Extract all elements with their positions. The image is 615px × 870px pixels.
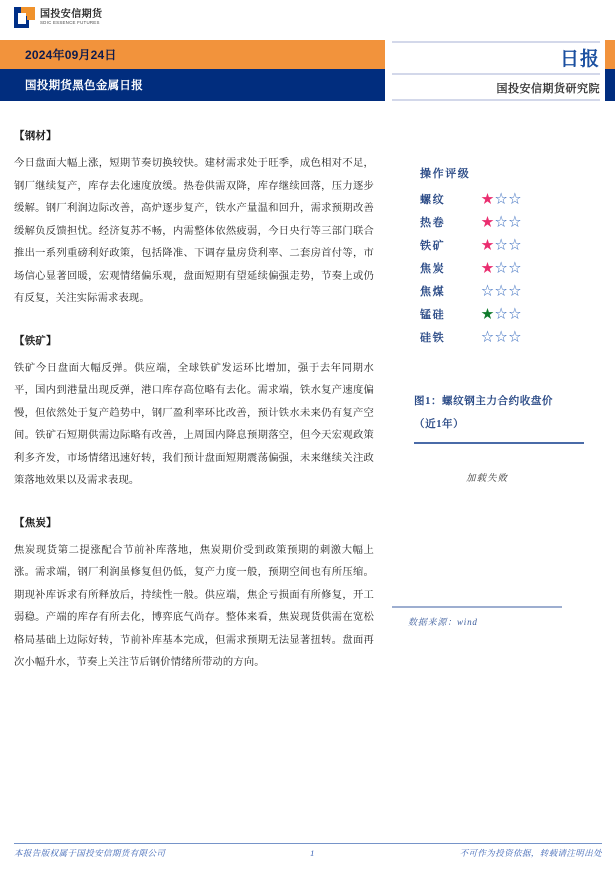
page-footer (14, 847, 602, 859)
rating-commodity-name: 热卷 (420, 217, 446, 229)
rating-row (420, 306, 522, 329)
figure-source-divider (392, 606, 562, 608)
star-filled-icon: ★ (481, 306, 495, 321)
star-empty-icon: ☆ (508, 214, 523, 229)
header-divider-middle (392, 73, 600, 75)
institute-label: 国投安信期货研究院 (496, 83, 600, 95)
star-filled-icon: ★ (481, 214, 495, 229)
section-heading: 【焦炭】 (14, 516, 57, 529)
rating-stars (481, 260, 522, 283)
footer-divider (14, 843, 602, 844)
rating-row (420, 214, 522, 237)
star-empty-icon: ☆ (508, 260, 523, 275)
star-empty-icon: ☆ (508, 306, 523, 321)
star-empty-icon: ☆ (508, 329, 523, 344)
star-empty-icon: ☆ (508, 191, 523, 206)
logo-bar (0, 0, 615, 38)
logo-name-en: SDIC ESSENCE FUTURES (40, 19, 100, 25)
section-text: 今日盘面大幅上涨，短期节奏切换较快。建材需求处于旺季，成色相对不足，钢厂继续复产，库存去化速度放缓。热卷供需双降，库存继续回落，压力逐步缓解。钢厂利润边际改善，高炉逐步复产，铁水产量温和回升，需求预期改善缓解负反馈担忧。经济复苏不畅，内需整体依然疲弱，今日央行等三部门联合推出一系列重磅利好政策，包括降准、下调存量房贷利率、二套房首付等，市场信心显著回暖，宏观情绪偏乐观，盘面短期有望延续偏强走势，节奏上或仍有反复，关注实际需求表现。 (14, 158, 374, 304)
star-empty-icon: ☆ (494, 260, 509, 275)
section-heading: 【钢材】 (14, 130, 57, 142)
rating-stars (481, 283, 522, 306)
star-empty-icon: ☆ (481, 329, 495, 344)
rating-stars (481, 214, 522, 237)
rating-row (420, 191, 522, 214)
star-empty-icon: ☆ (508, 237, 523, 252)
footer-disclaimer: 不可作为投资依据，转载请注明出处 (459, 848, 602, 858)
rating-stars (481, 237, 522, 260)
report-type-label: 日报 (559, 49, 600, 70)
rating-stars (481, 329, 522, 352)
footer-page-number: 1 (310, 848, 315, 858)
star-empty-icon: ☆ (494, 306, 509, 321)
star-empty-icon: ☆ (494, 237, 509, 252)
star-empty-icon: ☆ (481, 283, 495, 298)
rating-stars (481, 306, 522, 329)
rating-row (420, 237, 522, 260)
star-empty-icon: ☆ (494, 283, 509, 298)
section-text: 焦炭现货第二提涨配合节前补库落地，焦炭期价受到政策预期的刺激大幅上涨。需求端，钢厂利润虽修复但仍低，复产力度一般，预期空间也有所压缩。期现补库诉求有所释放后，持续性一般。供应端，焦企亏损面有所修复，开工弱稳。产端的库存有所去化，博弈底气尚存。整体来看，焦炭现货供需在宽松格局基础上边际好转，节前补库基本完成，但需求预期无法显著扭转。盘面再次小幅升水，节奏上关注节后钢价情绪所带动的方向。 (14, 544, 374, 668)
footer-copyright: 本报告版权属于国投安信期货有限公司 (14, 848, 166, 858)
star-filled-icon: ★ (481, 191, 495, 206)
star-empty-icon: ☆ (494, 214, 509, 229)
logo-name-cn: 国投安信期货 (40, 8, 103, 20)
company-logo (14, 7, 102, 28)
logo-wordmark (40, 10, 102, 25)
rating-table (420, 191, 522, 352)
report-date: 2024年09月24日 (25, 48, 117, 62)
section-text: 铁矿今日盘面大幅反弹。供应端，全球铁矿发运环比增加，强于去年同期水平，国内到港量出现反弹，港口库存高位略有去化。需求端，铁水复产速度偏慢，但依然处于复产趋势中，钢厂盈利率环比改善，预计铁水未来仍有复产空间。铁矿石短期供需边际略有改善，上周国内降息预期落空，但今天宏观政策利多齐发，市场情绪迅速好转，我们预计盘面短期震荡偏强，未来继续关注政策落地效果以及需求表现。 (14, 362, 374, 486)
star-filled-icon: ★ (481, 260, 495, 275)
section-steel (14, 128, 374, 311)
header-divider-bottom (392, 99, 600, 101)
rating-commodity-name: 螺纹 (420, 194, 446, 206)
rating-commodity-name: 焦煤 (420, 286, 446, 298)
section-coke (14, 515, 374, 675)
banner-orange-bar-right (605, 40, 615, 69)
rating-commodity-name: 铁矿 (420, 240, 446, 252)
rating-commodity-name: 硅铁 (420, 332, 446, 344)
star-empty-icon: ☆ (508, 283, 523, 298)
figure-title-divider (414, 442, 584, 444)
banner-blue-bar-right (605, 69, 615, 101)
rating-row (420, 329, 522, 352)
section-heading: 【铁矿】 (14, 334, 57, 347)
sidebar-panel (392, 165, 600, 484)
figure-title (414, 390, 586, 436)
header-divider-top (392, 41, 600, 43)
rating-row (420, 260, 522, 283)
star-empty-icon: ☆ (494, 191, 509, 206)
figure-title-line2: （近1年） (414, 419, 465, 430)
rating-row (420, 283, 522, 306)
report-title: 国投期货黑色金属日报 (25, 80, 143, 92)
rating-commodity-name: 焦炭 (420, 263, 446, 275)
rating-commodity-name: 锰硅 (420, 309, 446, 321)
star-empty-icon: ☆ (494, 329, 509, 344)
rating-stars (481, 191, 522, 214)
sdic-logo-icon (14, 7, 35, 28)
rating-table-body (420, 191, 522, 352)
section-iron-ore (14, 333, 374, 493)
star-filled-icon: ★ (481, 237, 495, 252)
report-body (14, 128, 374, 697)
figure-title-line1: 图1：螺纹钢主力合约收盘价 (414, 396, 554, 407)
figure-source: 数据来源：wind (408, 617, 478, 627)
figure-load-failed-message: 加载失败 (465, 473, 508, 484)
rating-panel-title: 操作评级 (420, 168, 471, 180)
